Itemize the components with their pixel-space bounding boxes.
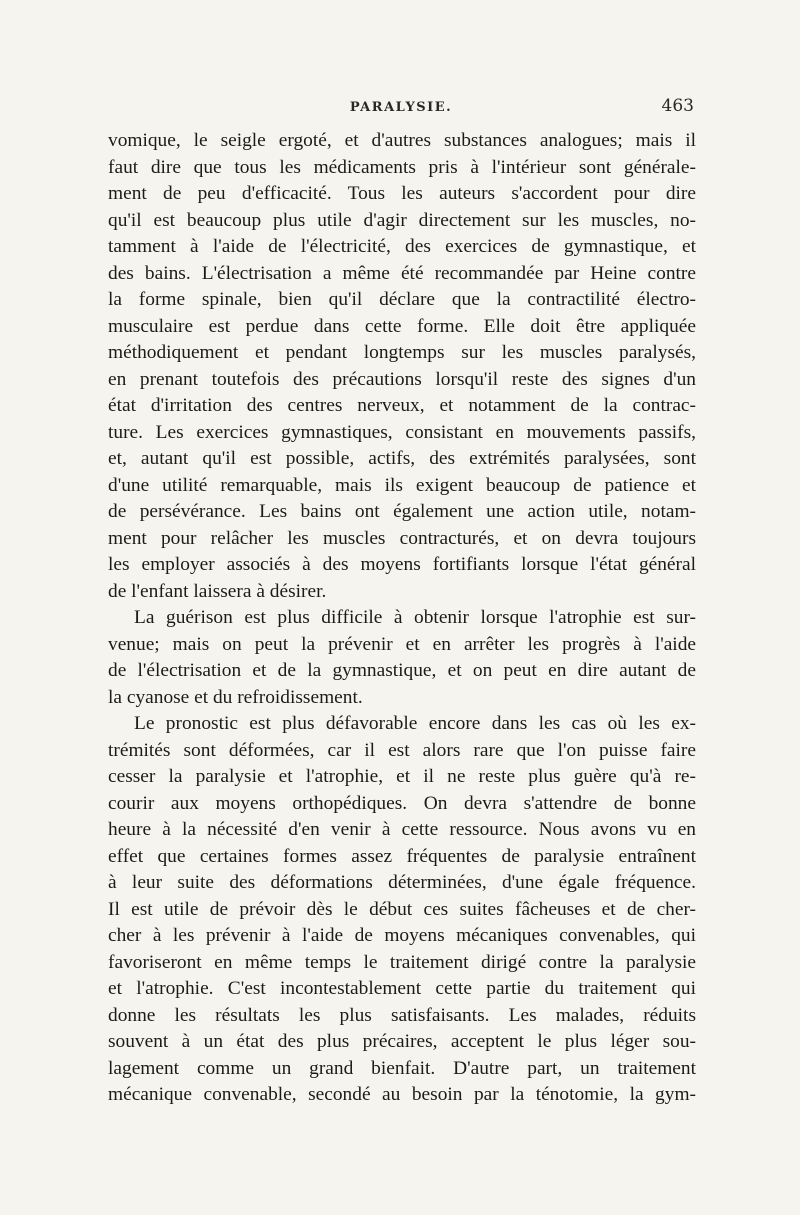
text-line: heure à la nécessité d'en venir à cette ressource. Nous avons vu en	[108, 819, 696, 840]
text-line: Le pronostic est plus défavorable encore dans les cas où les ex-	[134, 713, 696, 734]
text-line: Il est utile de prévoir dès le début ces suites fâcheuses et de cher-	[108, 898, 696, 920]
text-line: tamment à l'aide de l'électricité, des exercices de gymnastique, et	[108, 236, 696, 257]
text-line: lagement comme un grand bienfait. D'autre part, un traitement	[108, 1057, 696, 1079]
text-line: la cyanose et du refroidissement.	[108, 686, 363, 708]
text-line: cher à les prévenir à l'aide de moyens mécaniques convenables, qui	[108, 925, 696, 946]
text-line: la forme spinale, bien qu'il déclare que la contractilité électro-	[108, 289, 696, 310]
text-line: méthodiquement et pendant longtemps sur les muscles paralysés,	[108, 342, 696, 363]
text-line: et l'atrophie. C'est incontestablement cette partie du traitement qui	[108, 978, 696, 999]
page-number: 463	[661, 96, 694, 116]
text-line: venue; mais on peut la prévenir et en arrêter les progrès à l'aide	[108, 633, 696, 655]
text-line: La guérison est plus difficile à obtenir lorsque l'atrophie est sur-	[134, 607, 696, 628]
text-line: des bains. L'électrisation a même été recommandée par Heine contre	[108, 262, 696, 284]
text-line: en prenant toutefois des précautions lorsqu'il reste des signes d'un	[108, 368, 696, 390]
text-line: faut dire que tous les médicaments pris à l'intérieur sont générale-	[108, 156, 696, 178]
text-line: courir aux moyens orthopédiques. On devra s'attendre de bonne	[108, 792, 696, 814]
text-line: favoriseront en même temps le traitement dirigé contre la paralysie	[108, 951, 696, 973]
text-line: à leur suite des déformations déterminées, d'une égale fréquence.	[108, 872, 696, 893]
page-header	[108, 96, 694, 122]
text-line: souvent à un état des plus précaires, acceptent le plus léger sou-	[108, 1031, 696, 1052]
text-line: cesser la paralysie et l'atrophie, et il ne reste plus guère qu'à re-	[108, 766, 696, 787]
text-line: de l'enfant laissera à désirer.	[108, 580, 327, 602]
text-line: ture. Les exercices gymnastiques, consistant en mouvements passifs,	[108, 421, 696, 443]
text-line: de l'électrisation et de la gymnastique, et on peut en dire autant de	[108, 660, 696, 681]
text-line: état d'irritation des centres nerveux, et notamment de la contrac-	[108, 395, 696, 416]
text-line: trémités sont déformées, car il est alors rare que l'on puisse faire	[108, 739, 696, 761]
text-line: de persévérance. Les bains ont également une action utile, notam-	[108, 501, 696, 522]
text-line: donne les résultats les plus satisfaisants. Les malades, réduits	[108, 1004, 696, 1026]
text-line: les employer associés à des moyens fortifiants lorsque l'état général	[108, 554, 696, 575]
text-line: vomique, le seigle ergoté, et d'autres substances analogues; mais il	[108, 130, 696, 151]
text-line: qu'il est beaucoup plus utile d'agir directement sur les muscles, no-	[108, 209, 696, 231]
text-line: mécanique convenable, secondé au besoin par la ténotomie, la gym-	[108, 1084, 696, 1105]
running-title: PARALYSIE.	[349, 100, 453, 115]
text-line: ment pour relâcher les muscles contracturés, et on devra toujours	[108, 527, 696, 549]
text-line: effet que certaines formes assez fréquentes de paralysie entraînent	[108, 845, 696, 867]
text-line: musculaire est perdue dans cette forme. Elle doit être appliquée	[108, 315, 696, 337]
text-line: ment de peu d'efficacité. Tous les auteurs s'accordent pour dire	[108, 183, 696, 204]
body-text	[108, 128, 696, 1109]
text-line: et, autant qu'il est possible, actifs, des extrémités paralysées, sont	[108, 448, 696, 469]
text-line: d'une utilité remarquable, mais ils exigent beaucoup de patience et	[108, 474, 696, 496]
